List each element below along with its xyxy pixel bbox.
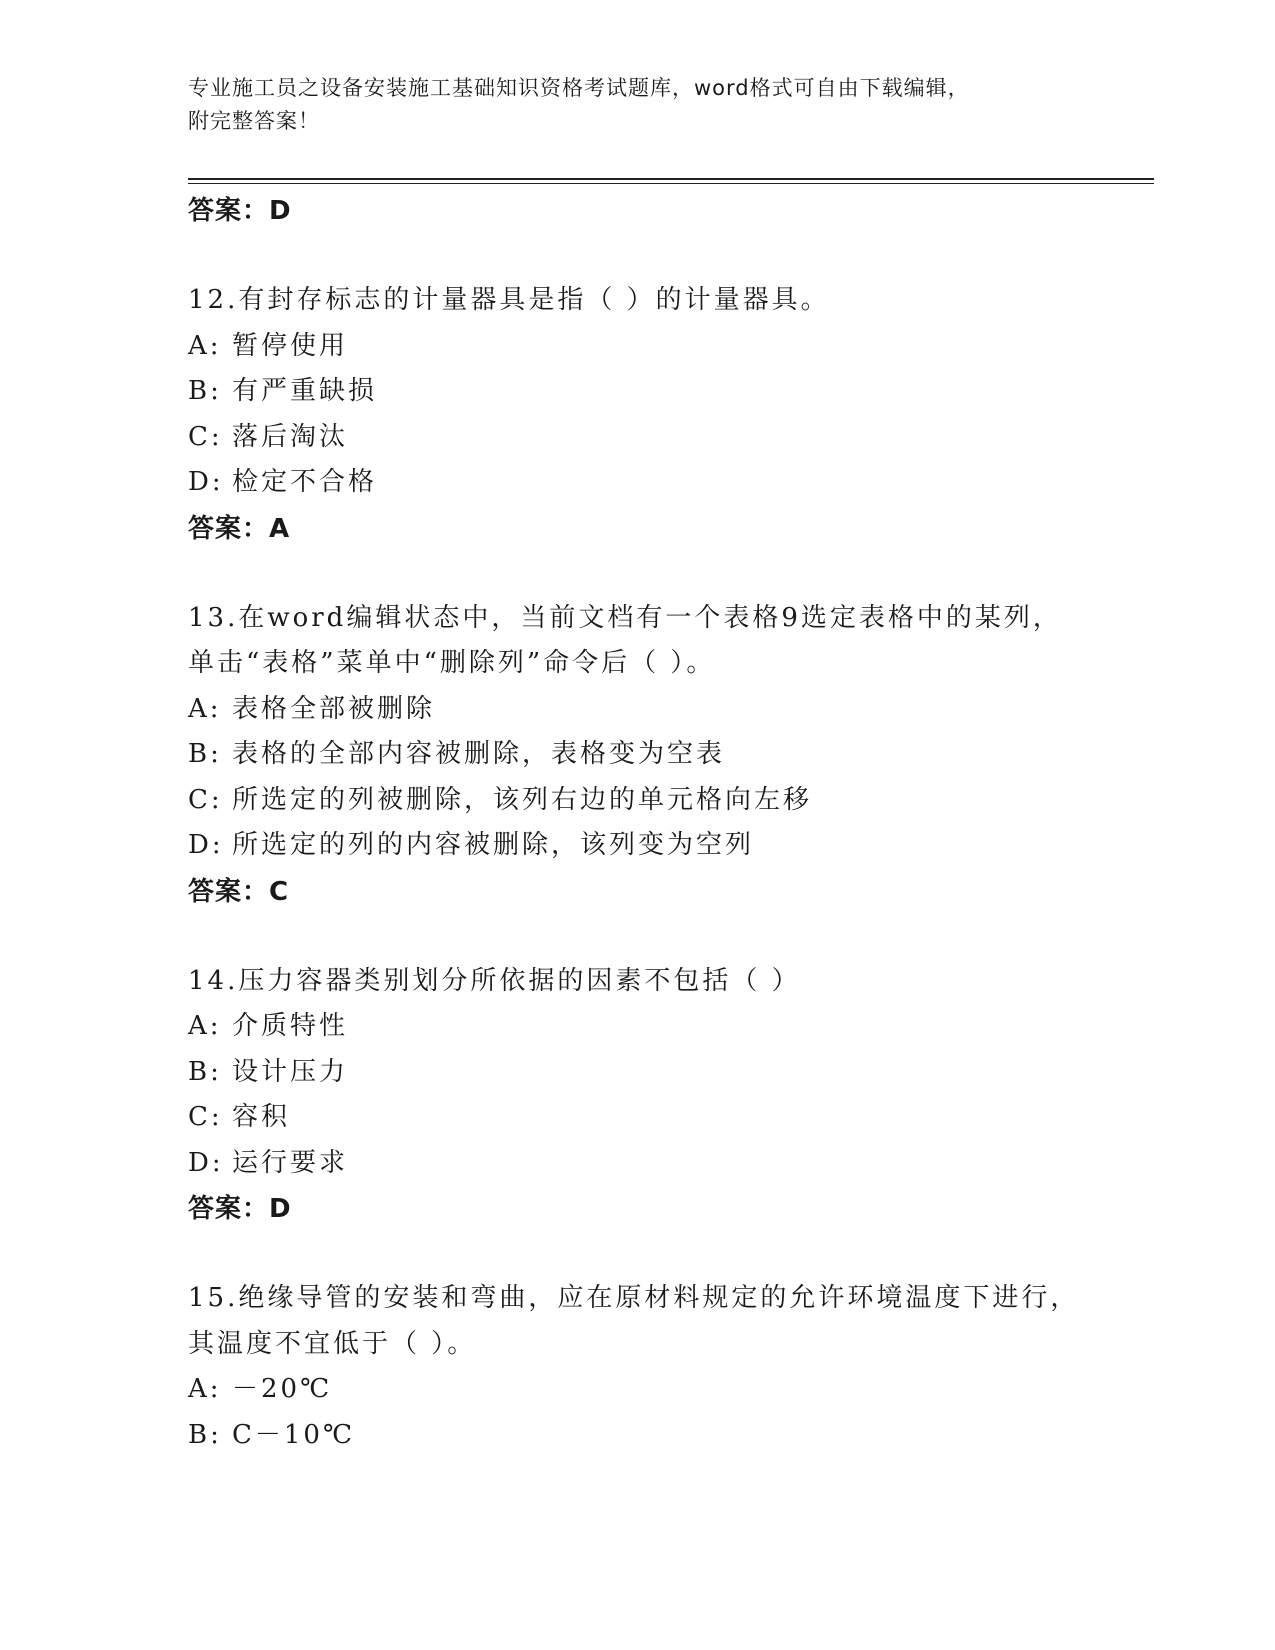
- option-line: [188, 1004, 1088, 1050]
- option-letter: C:: [188, 421, 223, 452]
- question-text: 12.有封存标志的计量器具是指（ ）的计量器具。: [188, 285, 830, 315]
- option-text: 容积: [232, 1102, 291, 1132]
- option-line: [188, 1141, 1088, 1187]
- option-line: [188, 1095, 1088, 1141]
- question-text: 14.压力容器类别划分所依据的因素不包括（ ）: [188, 965, 801, 996]
- option-letter: C:: [188, 784, 223, 815]
- question-text: 单击“表格”菜单中“删除列”命令后（ ）。: [188, 648, 716, 678]
- question-block: [188, 1276, 1088, 1458]
- answer-line: 答案：C: [188, 876, 290, 907]
- option-text: 落后淘汰: [232, 421, 349, 452]
- option-text: 表格的全部内容被删除，表格变为空表: [232, 739, 726, 769]
- option-text: 有严重缺损: [232, 376, 378, 406]
- option-line: [188, 823, 1088, 869]
- option-line: [188, 687, 1088, 733]
- option-line: [188, 415, 1088, 461]
- question-text: 13.在word编辑状态中，当前文档有一个表格9选定表格中的某列，: [188, 602, 1062, 633]
- question-text: 15.绝缘导管的安装和弯曲，应在原材料规定的允许环境温度下进行，: [188, 1283, 1080, 1313]
- option-line: [188, 1367, 1088, 1413]
- option-line: [188, 1413, 1088, 1459]
- option-text: 暂停使用: [232, 330, 349, 361]
- option-letter: D:: [188, 1147, 224, 1178]
- option-line: [188, 324, 1088, 370]
- paragraph-gap: [188, 234, 1088, 278]
- option-line: [188, 369, 1088, 415]
- option-text: 检定不合格: [232, 467, 378, 497]
- header-line-1: 专业施工员之设备安装施工基础知识资格考试题库，word格式可自由下载编辑，: [188, 76, 970, 100]
- option-letter: D:: [188, 830, 224, 860]
- option-line: [188, 460, 1088, 506]
- option-letter: C:: [188, 1102, 223, 1132]
- option-text: －20℃: [232, 1374, 333, 1404]
- option-text: 运行要求: [232, 1147, 349, 1178]
- answer-line: 答案：A: [188, 513, 291, 544]
- option-text: 介质特性: [232, 1011, 349, 1041]
- option-text: 所选定的列的内容被删除，该列变为空列: [232, 830, 755, 860]
- answer-line: 答案：D: [188, 1194, 292, 1224]
- option-line: [188, 778, 1088, 824]
- option-letter: A:: [188, 693, 222, 724]
- page-header: [188, 72, 1068, 138]
- document-body: [188, 188, 1088, 1458]
- paragraph-gap: [188, 1232, 1088, 1276]
- option-text: 设计压力: [232, 1056, 349, 1087]
- paragraph-gap: [188, 552, 1088, 596]
- option-text: 表格全部被删除: [232, 693, 436, 724]
- option-letter: A:: [188, 1374, 222, 1404]
- option-letter: B:: [188, 739, 222, 769]
- option-letter: D:: [188, 467, 224, 497]
- option-text: C－10℃: [232, 1419, 356, 1450]
- header-rule: [188, 178, 1154, 180]
- option-letter: B:: [188, 376, 222, 406]
- option-letter: A:: [188, 330, 222, 361]
- question-block: [188, 596, 1088, 915]
- option-letter: B:: [188, 1056, 222, 1087]
- option-line: [188, 1050, 1088, 1096]
- option-line: [188, 732, 1088, 778]
- option-letter: B:: [188, 1419, 222, 1450]
- header-rule-thin: [188, 183, 1154, 184]
- question-block: [188, 278, 1088, 552]
- option-letter: A:: [188, 1011, 222, 1041]
- header-line-2: 附完整答案！: [188, 109, 320, 133]
- question-text: 其温度不宜低于（ ）。: [188, 1328, 477, 1359]
- answer-line: 答案：D: [188, 196, 292, 226]
- question-block: [188, 959, 1088, 1233]
- paragraph-gap: [188, 915, 1088, 959]
- option-text: 所选定的列被删除，该列右边的单元格向左移: [232, 784, 813, 815]
